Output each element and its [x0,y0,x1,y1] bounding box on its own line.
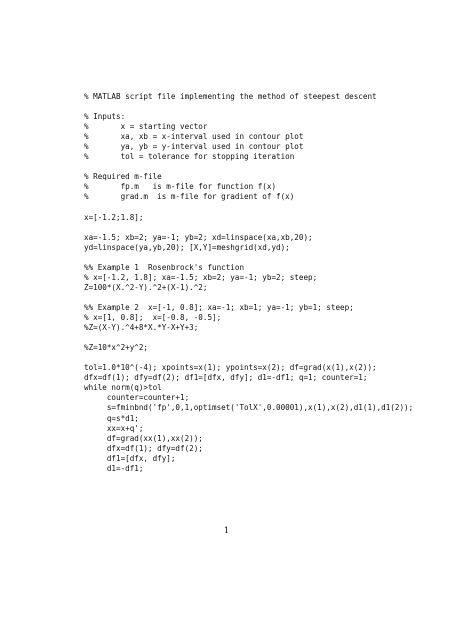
code-line: xa=-1.5; xb=2; ya=-1; yb=2; xd=linspace(xa,xb,20); [84,232,313,242]
code-line [84,223,413,233]
code-line [84,253,413,263]
code-line: % xa, xb = x-interval used in contour plot [84,132,304,142]
code-line [84,162,413,172]
matlab-code-listing [84,92,413,474]
code-line: %% Example 2 x=[-1, 0.8]; xa=-1; xb=1; ya=-1; yb=1; steep; [84,302,354,312]
code-line: % Inputs: [84,112,126,122]
code-line [84,353,413,363]
code-line: yd=linspace(ya,yb,20); [X,Y]=meshgrid(xd,yd); [84,242,290,252]
code-line: % grad.m is m-file for gradient of f(x) [84,192,295,202]
code-line: df1=[dfx, dfy]; [84,453,176,463]
page-number: 1 [223,526,230,536]
code-line: xx=x+q'; [84,423,144,433]
code-line [84,102,413,112]
code-line: d1=-df1; [84,463,144,473]
code-line: while norm(q)>tol [84,383,162,393]
code-line: % ya, yb = y-interval used in contour plot [84,142,304,152]
code-line: % x = starting vector [84,122,208,132]
code-line [84,333,413,343]
code-line: tol=1.0*10^(-4); xpoints=x(1); ypoints=x(2); df=grad(x(1),x(2)); [84,363,377,373]
code-line: dfx=df(1); dfy=df(2); df1=[dfx, dfy]; d1=-df1; q=1; counter=1; [84,373,368,383]
code-line: q=s*d1; [84,413,139,423]
code-line: x=[-1.2;1.8]; [84,212,144,222]
code-line: Z=100*(X.^2-Y).^2+(X-1).^2; [84,282,208,292]
code-line: %Z=(X-Y).^4+8*X.*Y-X+Y+3; [84,323,199,333]
code-line: % tol = tolerance for stopping iteration [84,152,295,162]
code-line: counter=counter+1; [84,393,190,403]
code-line: % Required m-file [84,172,162,182]
code-line: % x=[1, 0.8]; x=[-0.8, -0.5]; [84,313,222,323]
code-line: %Z=10*x^2+y^2; [84,343,149,353]
code-line: dfx=df(1); dfy=df(2); [84,443,203,453]
code-line: df=grad(xx(1),xx(2)); [84,433,203,443]
code-line [84,203,413,213]
code-line: %% Example 1 Rosenbrock's function [84,262,245,272]
code-line: % fp.m is m-file for function f(x) [84,182,277,192]
code-line: % x=[-1.2, 1.8]; xa=-1.5; xb=2; ya=-1; yb=2; steep; [84,272,318,282]
code-line [84,293,413,303]
code-line: s=fminbnd('fp',0,1,optimset('TolX',0.00001),x(1),x(2),d1(1),d1(2)); [84,403,414,413]
code-line: % MATLAB script file implementing the method of steepest descent [84,92,377,101]
